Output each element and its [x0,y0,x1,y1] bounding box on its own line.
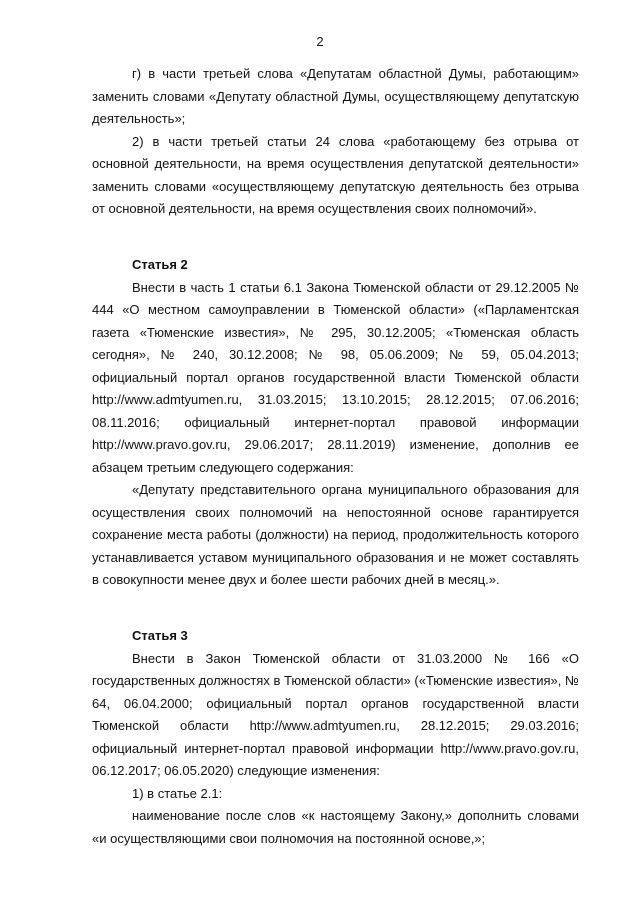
spacer [92,614,579,625]
heading-article-2: Статья 2 [132,257,188,272]
paragraph-article2-text: Внести в часть 1 статьи 6.1 Закона Тюменской области от 29.12.2005 № 444 «О местном самоуправлении в Тюменской области» («Парламентская газета «Тюменские известия», № 295, 30.12.2005; «Тюменская область сегодня», № 240, 30.12.2008; № 98, 05.06.2009; № 59, 05.04.2013; официальный портал органов государственной власти Тюменской области http://www.admtyumen.ru, 31.03.2015; 13.10.2015; 28.12.2015; 07.06.2016; 08.11.2016; официальный интернет-портал правовой информации http://www.pravo.gov.ru, 29.06.2017; 28.11.2019) изменение, дополнив ее абзацем третьим следующего содержания: [92,279,579,475]
paragraph-article24-amendment: 2) в части третьей статьи 24 слова «работающему без отрыва от основной деятельности, на время осуществления депутатской деятельности» заменить словами «осуществляющему депутатскую деятельность без отрыва от основной деятельности, на время осуществления своих полномочий». [92,133,579,216]
spacer [92,221,579,244]
paragraph-article3-text: Внести в Закон Тюменской области от 31.03.2000 № 166 «О государственных должностях в Тюменской области» («Тюменские известия», № 64, 06.04.2000; официальный портал органов государственной власти Тюменской области http://www.admtyumen.ru, 28.12.2015; 29.03.2016; официальный интернет-портал правовой информации http://www.pravo.gov.ru, 06.12.2017; 06.05.2020) следующие изменения: [92,650,579,778]
spacer [92,592,579,615]
document-body [92,63,579,850]
paragraph-article2-quote: «Депутату представительного органа муниципального образования для осуществления своих полномочий на непостоянной основе гарантируется сохранение места работы (должности) на период, продолжительность которого устанавливается уставом муниципального образования и не может составлять в совокупности менее двух и более шести рабочих дней в месяц.». [92,482,579,587]
page-number: 2 [316,34,324,49]
paragraph-article3-name-amendment: наименование после слов «к настоящему Закону,» дополнить словами «и осуществляющими свои полномочия на постоянной основе,»; [92,808,579,846]
heading-article-3: Статья 3 [132,628,188,643]
paragraph-article3-item1: 1) в статье 2.1: [132,785,223,801]
spacer [92,243,579,254]
paragraph-g-amendment: г) в части третьей слова «Депутатам областной Думы, работающим» заменить словами «Депутату областной Думы, осуществляющему депутатскую деятельность»; [92,66,579,126]
